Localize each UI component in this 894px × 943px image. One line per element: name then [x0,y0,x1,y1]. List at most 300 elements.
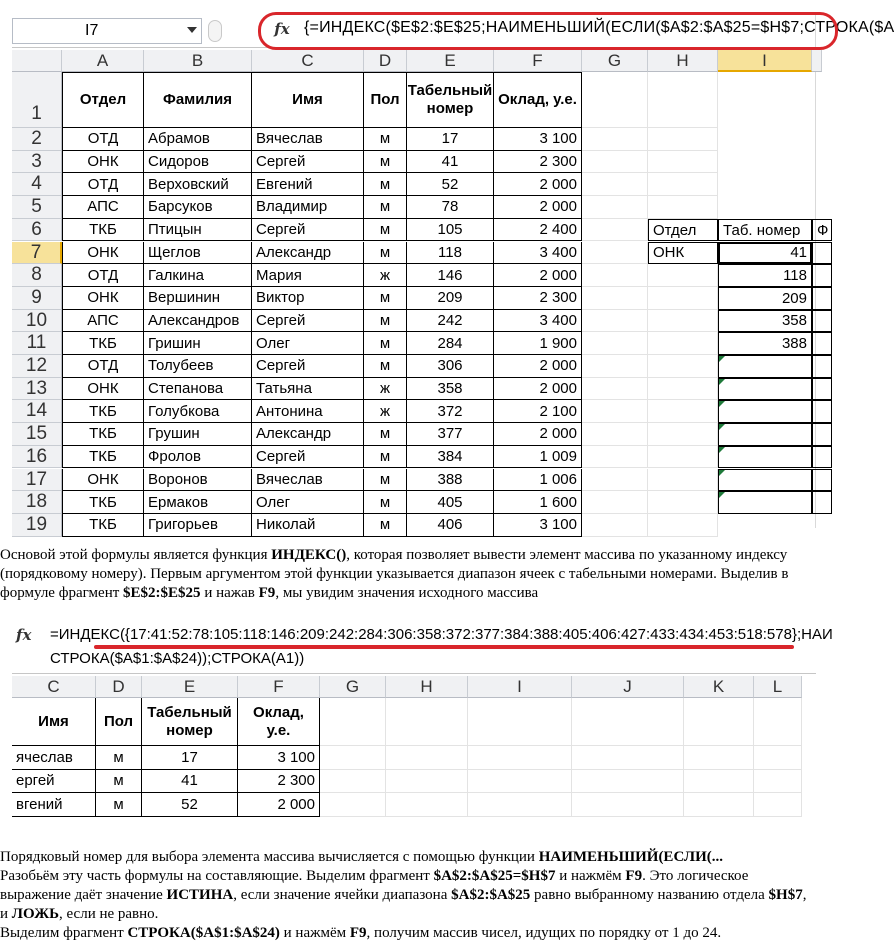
table-cell[interactable]: ТКБ [62,491,144,514]
row-header[interactable]: 9 [12,287,62,310]
lookup-result-cell[interactable]: 209 [718,287,812,310]
table-cell[interactable]: ж [364,400,407,423]
empty-cell[interactable] [468,746,572,770]
empty-cell[interactable] [386,793,468,817]
splitter-handle[interactable] [208,20,222,42]
table-cell[interactable]: Голубкова [144,400,252,423]
empty-cell[interactable] [320,698,386,746]
empty-cell[interactable] [648,378,718,401]
table-cell[interactable]: 2 400 [494,219,582,242]
error-indicator-icon [719,401,725,407]
table-cell[interactable]: 2 100 [494,400,582,423]
name-box-value: I7 [85,22,99,39]
name-box[interactable] [12,18,202,44]
empty-cell[interactable] [754,746,802,770]
table-cell[interactable]: ОТД [62,355,144,378]
table-cell[interactable]: ОТД [62,264,144,287]
table-cell[interactable]: м [364,491,407,514]
empty-cell[interactable] [582,355,648,378]
empty-cell[interactable] [648,469,718,492]
spreadsheet-screenshot-1 [12,12,894,535]
table-cell[interactable]: Ермаков [144,491,252,514]
table-cell[interactable]: Толубеев [144,355,252,378]
table-cell[interactable]: вгений [12,793,96,817]
empty-cell[interactable] [582,242,648,265]
table-cell[interactable]: 3 100 [494,514,582,537]
table-cell[interactable]: ТКБ [62,400,144,423]
row-header[interactable]: 19 [12,514,62,537]
table-cell[interactable]: ТКБ [62,423,144,446]
table-cell[interactable]: Птицын [144,219,252,242]
text: и нажав [200,585,259,601]
table-cell[interactable]: Грушин [144,423,252,446]
table-cell[interactable]: 2 000 [494,196,582,219]
table-cell[interactable]: Абрамов [144,128,252,151]
paragraph-small-explanation [0,848,816,943]
table-cell[interactable]: 209 [407,287,494,310]
lookup-result-cell[interactable] [718,400,812,423]
table-cell[interactable]: ергей [12,770,96,794]
table-cell[interactable]: м [364,173,407,196]
text: . Это логическое выражение даёт значение [0,868,749,903]
empty-cell[interactable] [812,332,832,355]
row-header[interactable]: 6 [12,219,62,242]
table-cell[interactable]: 3 400 [494,310,582,333]
lookup-header-cell[interactable]: Ф [812,219,832,242]
table-header-cell[interactable]: Оклад, у.е. [238,698,320,746]
column-header[interactable]: C [12,676,96,698]
table-cell[interactable]: 2 300 [494,287,582,310]
row-header[interactable]: 18 [12,491,62,514]
table-cell[interactable]: 2 000 [494,423,582,446]
table-cell[interactable]: 41 [407,151,494,174]
table-cell[interactable]: ячеслав [12,746,96,770]
select-all-corner[interactable] [12,50,62,72]
empty-cell[interactable] [684,746,754,770]
table-cell[interactable]: м [364,242,407,265]
row-header[interactable]: 14 [12,400,62,423]
empty-cell[interactable] [582,491,648,514]
table-cell[interactable]: 406 [407,514,494,537]
row-header[interactable]: 2 [12,128,62,151]
empty-cell[interactable] [582,72,648,128]
table-cell[interactable]: 388 [407,469,494,492]
table-cell[interactable]: Сергей [252,355,364,378]
bold-term: $E$2:$E$25 [123,585,201,601]
formula-bar [12,12,894,48]
table-cell[interactable]: м [96,746,142,770]
empty-cell[interactable] [320,770,386,794]
table-cell[interactable]: 2 000 [494,355,582,378]
table-cell[interactable]: 78 [407,196,494,219]
text: Порядковый номер для выбора элемента массива вычисляется с помощью функции [0,849,539,865]
text: , если значение ячейки диапазона [233,887,452,903]
active-cell-outline [718,242,812,265]
function-icon[interactable]: fx [16,626,32,644]
error-indicator-icon [719,447,725,453]
table-cell[interactable]: Николай [252,514,364,537]
table-cell[interactable]: 2 000 [238,793,320,817]
empty-cell[interactable] [582,264,648,287]
empty-cell[interactable] [572,698,684,746]
table-cell[interactable]: м [364,446,407,469]
empty-cell[interactable] [648,514,718,537]
table-cell[interactable]: 52 [142,793,238,817]
row-header[interactable]: 17 [12,469,62,492]
row-header[interactable]: 12 [12,355,62,378]
text: Выделим фрагмент [0,925,128,941]
table-cell[interactable]: ОНК [62,287,144,310]
column-header[interactable]: E [407,50,494,72]
empty-cell[interactable] [684,770,754,794]
table-cell[interactable]: 1 600 [494,491,582,514]
column-header[interactable]: F [238,676,320,698]
lookup-header-cell[interactable]: Отдел [648,219,718,242]
empty-cell[interactable] [648,332,718,355]
column-header[interactable]: H [386,676,468,698]
row-header[interactable]: 5 [12,196,62,219]
table-cell[interactable]: АПС [62,196,144,219]
table-cell[interactable]: м [364,310,407,333]
table-cell[interactable]: 2 000 [494,264,582,287]
row-header[interactable]: 4 [12,173,62,196]
empty-cell[interactable] [648,446,718,469]
chevron-down-icon[interactable] [187,27,197,33]
empty-cell[interactable] [648,491,718,514]
table-cell[interactable]: 2 000 [494,378,582,401]
table-header-cell[interactable]: Табельный номер [407,72,494,128]
table-header-cell[interactable]: Фамилия [144,72,252,128]
lookup-result-cell[interactable]: 118 [718,264,812,287]
formula-line-1[interactable]: =ИНДЕКС({17:41:52:78:105:118:146:209:242:284:306:358:372:377:384:388:405:406:427:433:434:453:518:578};НАИ [50,626,833,643]
table-cell[interactable]: 242 [407,310,494,333]
table-cell[interactable]: м [364,151,407,174]
empty-cell[interactable] [468,698,572,746]
table-header-cell[interactable]: Оклад, у.е. [494,72,582,128]
empty-cell[interactable] [386,770,468,794]
table-cell[interactable]: Олег [252,332,364,355]
row-header[interactable]: 16 [12,446,62,469]
table-cell[interactable]: м [364,332,407,355]
empty-cell[interactable] [648,264,718,287]
empty-cell[interactable] [684,793,754,817]
table-cell[interactable]: 372 [407,400,494,423]
empty-cell[interactable] [582,173,648,196]
lookup-result-cell[interactable]: 41 [718,242,812,265]
column-header[interactable]: D [364,50,407,72]
text: , которая позволяет вывести элемент массива по указанному индексу (порядковому номеру). Первым аргументом этой функции указывается диапазон ячеек с табельными номерами. Выделив в формуле фрагмент [0,547,789,601]
bold-term: СТРОКА($A$1:$A$24) [127,925,280,941]
table-cell[interactable]: 2 000 [494,173,582,196]
empty-cell[interactable] [648,196,718,219]
text: Основой этой формулы является функция [0,547,272,563]
text: Разобьём эту часть формулы на составляющие. Выделим фрагмент [0,868,434,884]
empty-cell[interactable] [582,446,648,469]
text: равно выбранному названию отдела [530,887,769,903]
column-header[interactable]: H [648,50,718,72]
empty-cell[interactable] [812,287,832,310]
error-indicator-icon [719,379,725,385]
table-cell[interactable]: ТКБ [62,219,144,242]
row-header[interactable]: 10 [12,310,62,333]
table-cell[interactable]: Владимир [252,196,364,219]
table-cell[interactable]: Александров [144,310,252,333]
table-cell[interactable]: 1 006 [494,469,582,492]
empty-cell[interactable] [648,355,718,378]
department-select-cell[interactable]: ОНК [648,242,718,265]
empty-cell[interactable] [648,310,718,333]
empty-cell[interactable] [468,770,572,794]
table-cell[interactable]: Сергей [252,310,364,333]
table-cell[interactable]: 105 [407,219,494,242]
table-cell[interactable]: Фролов [144,446,252,469]
empty-cell[interactable] [572,746,684,770]
empty-cell[interactable] [582,196,648,219]
column-header[interactable]: L [754,676,802,698]
empty-cell[interactable] [572,793,684,817]
bold-term: $A$2:$A$25 [451,887,531,903]
table-cell[interactable]: Вячеслав [252,469,364,492]
table-header-cell[interactable]: Пол [96,698,142,746]
table-cell[interactable]: 306 [407,355,494,378]
column-header[interactable]: G [320,676,386,698]
empty-cell[interactable] [812,378,832,401]
empty-cell[interactable] [648,151,718,174]
table-cell[interactable]: ОТД [62,173,144,196]
empty-cell[interactable] [582,378,648,401]
empty-cell[interactable] [812,310,832,333]
column-header[interactable]: E [142,676,238,698]
lookup-result-cell[interactable]: 358 [718,310,812,333]
table-cell[interactable]: м [364,219,407,242]
table-cell[interactable]: Сергей [252,446,364,469]
table-cell[interactable]: 1 900 [494,332,582,355]
empty-cell[interactable] [648,128,718,151]
empty-cell[interactable] [468,793,572,817]
lookup-result-cell[interactable]: 388 [718,332,812,355]
table-cell[interactable]: Татьяна [252,378,364,401]
table-cell[interactable]: 2 300 [494,151,582,174]
empty-cell[interactable] [386,746,468,770]
table-cell[interactable]: 17 [142,746,238,770]
table-header-cell[interactable]: Имя [252,72,364,128]
empty-cell[interactable] [582,128,648,151]
table-cell[interactable]: Сергей [252,151,364,174]
empty-cell[interactable] [812,242,832,265]
table-cell[interactable]: м [364,287,407,310]
empty-cell[interactable] [812,491,832,514]
empty-cell[interactable] [648,287,718,310]
table-cell[interactable]: ж [364,264,407,287]
column-header[interactable]: I [468,676,572,698]
empty-cell[interactable] [386,698,468,746]
table-cell[interactable]: ТКБ [62,446,144,469]
empty-cell[interactable] [582,287,648,310]
empty-cell[interactable] [648,423,718,446]
lookup-result-cell[interactable] [718,491,812,514]
lookup-result-cell[interactable] [718,355,812,378]
table-header-cell[interactable]: Имя [12,698,96,746]
empty-cell[interactable] [684,698,754,746]
table-cell[interactable]: ТКБ [62,514,144,537]
row-header[interactable]: 7 [12,242,62,265]
table-cell[interactable]: Барсуков [144,196,252,219]
table-cell[interactable]: 377 [407,423,494,446]
row-header[interactable]: 3 [12,151,62,174]
table-cell[interactable]: Олег [252,491,364,514]
bold-term: ИНДЕКС() [271,547,347,563]
table-cell[interactable]: м [364,469,407,492]
table-cell[interactable]: 52 [407,173,494,196]
column-header[interactable]: J [572,676,684,698]
empty-cell[interactable] [812,400,832,423]
error-indicator-icon [719,492,725,498]
table-cell[interactable]: ОНК [62,378,144,401]
lookup-result-cell[interactable] [718,469,812,492]
column-header[interactable]: B [144,50,252,72]
empty-cell[interactable] [648,400,718,423]
paragraph-index-explanation [0,546,816,603]
table-header-cell[interactable]: Табельный номер [142,698,238,746]
empty-cell[interactable] [812,264,832,287]
table-cell[interactable]: м [96,793,142,817]
column-header[interactable] [812,50,822,72]
table-cell[interactable]: Мария [252,264,364,287]
table-cell[interactable]: Вячеслав [252,128,364,151]
table-cell[interactable]: Гришин [144,332,252,355]
bold-term: $H$7 [768,887,803,903]
empty-cell[interactable] [648,72,718,128]
empty-cell[interactable] [582,514,648,537]
formula-line-2[interactable]: СТРОКА($A$1:$A$24));СТРОКА(A1)) [50,650,305,667]
table-cell[interactable]: 405 [407,491,494,514]
table-cell[interactable]: Галкина [144,264,252,287]
table-cell[interactable]: Верховский [144,173,252,196]
table-cell[interactable]: 41 [142,770,238,794]
column-header[interactable]: D [96,676,142,698]
column-header[interactable]: G [582,50,648,72]
bold-term: НАИМЕНЬШИЙ(ЕСЛИ(... [538,849,723,865]
empty-cell[interactable] [582,423,648,446]
table-cell[interactable]: 284 [407,332,494,355]
table-header-cell[interactable]: Пол [364,72,407,128]
empty-cell[interactable] [754,770,802,794]
error-indicator-icon [719,424,725,430]
table-cell[interactable]: Воронов [144,469,252,492]
bold-term: ИСТИНА [166,887,234,903]
text: , получим массив чисел, идущих по порядку от 1 до 24. [366,925,722,941]
empty-cell[interactable] [572,770,684,794]
empty-cell[interactable] [754,698,802,746]
column-header[interactable]: I [718,50,812,72]
table-cell[interactable]: ОНК [62,151,144,174]
empty-cell[interactable] [754,793,802,817]
lookup-result-cell[interactable] [718,446,812,469]
column-header[interactable]: A [62,50,144,72]
empty-cell[interactable] [582,310,648,333]
table-cell[interactable]: ж [364,378,407,401]
lookup-result-cell[interactable] [718,423,812,446]
error-indicator-icon [719,356,725,362]
table-cell[interactable]: 3 100 [238,746,320,770]
row-header[interactable]: 13 [12,378,62,401]
bold-term: $A$2:$A$25=$H$7 [433,868,556,884]
empty-cell[interactable] [582,332,648,355]
table-cell[interactable]: Александр [252,423,364,446]
table-cell[interactable]: Сидоров [144,151,252,174]
table-cell[interactable]: ОТД [62,128,144,151]
table-cell[interactable]: м [96,770,142,794]
table-cell[interactable]: 2 300 [238,770,320,794]
empty-cell[interactable] [812,469,832,492]
table-cell[interactable]: ОНК [62,242,144,265]
row-header[interactable]: 8 [12,264,62,287]
empty-cell[interactable] [812,423,832,446]
function-icon[interactable]: fx [274,20,290,38]
column-header[interactable]: C [252,50,364,72]
table-cell[interactable]: Григорьев [144,514,252,537]
table-cell[interactable]: Щеглов [144,242,252,265]
table-cell[interactable]: ТКБ [62,332,144,355]
table-cell[interactable]: 3 400 [494,242,582,265]
table-cell[interactable]: Александр [252,242,364,265]
spreadsheet-screenshot-2 [12,620,833,825]
empty-cell[interactable] [582,400,648,423]
table-cell[interactable]: 358 [407,378,494,401]
table-cell[interactable]: м [364,514,407,537]
table-cell[interactable]: 1 009 [494,446,582,469]
empty-cell[interactable] [648,173,718,196]
table-cell[interactable]: Виктор [252,287,364,310]
empty-cell[interactable] [320,746,386,770]
table-cell[interactable]: Сергей [252,219,364,242]
empty-cell[interactable] [582,469,648,492]
table-cell[interactable]: Евгений [252,173,364,196]
table-cell[interactable]: м [364,128,407,151]
table-cell[interactable]: 17 [407,128,494,151]
lookup-header-cell[interactable]: Таб. номер [718,219,812,242]
table-cell[interactable]: АПС [62,310,144,333]
lookup-result-cell[interactable] [718,378,812,401]
table-cell[interactable]: 146 [407,264,494,287]
empty-cell[interactable] [320,793,386,817]
table-cell[interactable]: м [364,196,407,219]
table-cell[interactable]: 384 [407,446,494,469]
empty-cell[interactable] [582,151,648,174]
column-header[interactable]: F [494,50,582,72]
text: и нажмём [555,868,626,884]
bold-term: F9 [258,585,276,601]
row-header[interactable]: 1 [12,72,62,128]
row-header[interactable]: 15 [12,423,62,446]
column-header[interactable]: K [684,676,754,698]
empty-cell[interactable] [582,219,648,242]
empty-cell[interactable] [812,446,832,469]
table-cell[interactable]: 118 [407,242,494,265]
row-header[interactable]: 11 [12,332,62,355]
table-cell[interactable]: 3 100 [494,128,582,151]
table-cell[interactable]: ОНК [62,469,144,492]
formula-input[interactable]: {=ИНДЕКС($E$2:$E$25;НАИМЕНЬШИЙ(ЕСЛИ($A$2:$A$25=$H$7;СТРОКА($A [304,19,894,36]
table-cell[interactable]: м [364,355,407,378]
error-indicator-icon [719,470,725,476]
table-cell[interactable]: Вершинин [144,287,252,310]
table-header-cell[interactable]: Отдел [62,72,144,128]
empty-cell[interactable] [812,355,832,378]
table-cell[interactable]: Степанова [144,378,252,401]
table-cell[interactable]: м [364,423,407,446]
table-cell[interactable]: Антонина [252,400,364,423]
